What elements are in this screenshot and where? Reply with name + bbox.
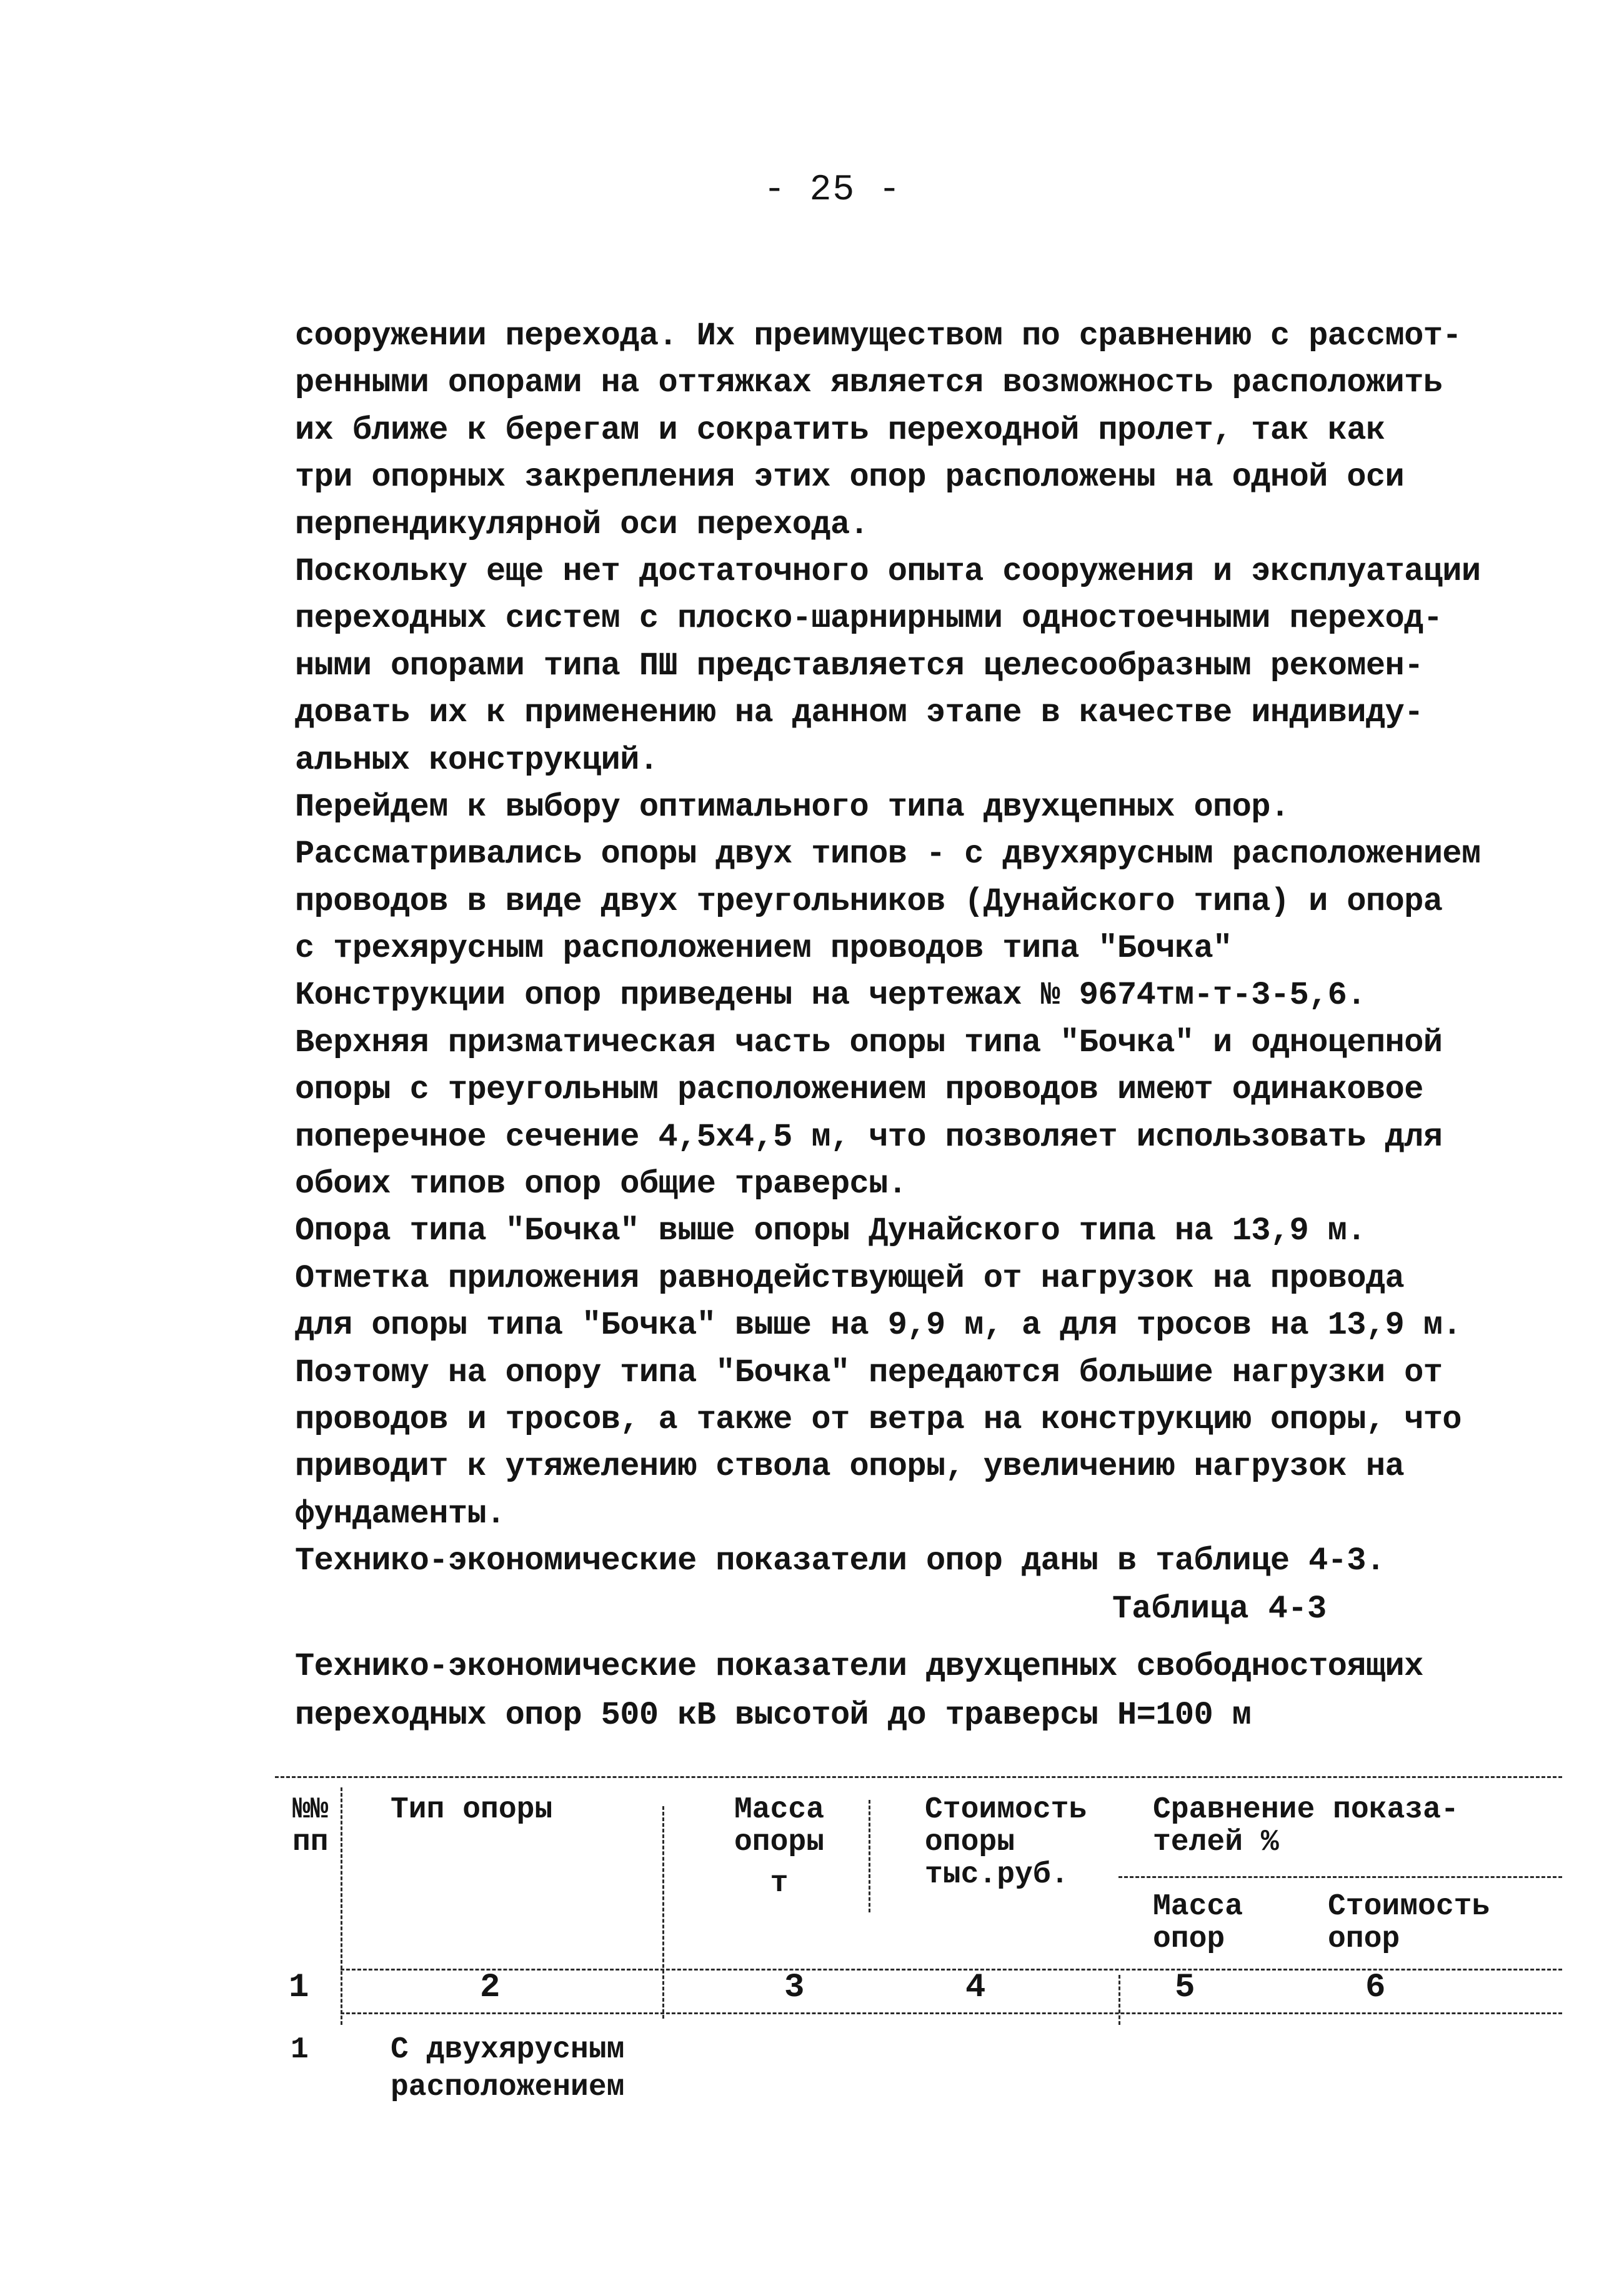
body-line: три опорных закрепления этих опор расположены на одной оси <box>295 459 1405 496</box>
header-cost: Стоимость опоры тыс.руб. <box>925 1793 1087 1892</box>
header-num: №№ пп <box>292 1793 329 1859</box>
body-line: сооружении перехода. Их преимуществом по сравнению с рассмот- <box>295 317 1462 354</box>
header-mass: Масса опоры т <box>734 1793 825 1901</box>
body-line: Верхняя призматическая часть опоры типа "Бочка" и одноцепной <box>295 1024 1443 1061</box>
body-line: обоих типов опор общие траверсы. <box>295 1166 907 1203</box>
header-compare-cost: Стоимость опор <box>1328 1890 1490 1956</box>
body-line: приводит к утяжелению ствола опоры, увеличению нагрузок на <box>295 1448 1405 1486</box>
table-column-divider <box>341 1787 342 2025</box>
table-caption-line: Технико-экономические показатели двухцепных свободностоящих <box>295 1648 1423 1685</box>
body-text <box>295 312 1532 1585</box>
body-line: для опоры типа "Бочка" выше на 9,9 м, а для тросов на 13,9 м. <box>295 1307 1462 1344</box>
body-line: переходных систем с плоско-шарнирными одностоечными переход- <box>295 600 1443 637</box>
table-row-type: С двухярусным расположением <box>391 2033 625 2104</box>
body-line: перпендикулярной оси перехода. <box>295 506 869 543</box>
body-line: ренными опорами на оттяжках является возможность расположить <box>295 364 1443 402</box>
table-label: Таблица 4-3 <box>1112 1591 1327 1627</box>
page-number: - 25 - <box>764 170 902 211</box>
column-number: 3 <box>784 1969 805 2007</box>
table-caption-line: переходных опор 500 кВ высотой до траверсы Н=100 м <box>295 1697 1252 1734</box>
body-line: Конструкции опор приведены на чертежах № 9674тм-т-3-5,6. <box>295 977 1366 1014</box>
header-compare: Сравнение показа- телей % <box>1153 1793 1459 1859</box>
body-line: проводов и тросов, а также от ветра на конструкцию опоры, что <box>295 1401 1462 1438</box>
table-column-divider <box>869 1800 870 1912</box>
table-header-subrule <box>1118 1876 1562 1878</box>
column-number: 4 <box>965 1969 986 2007</box>
body-line: с трехярусным расположением проводов типа "Бочка" <box>295 930 1232 967</box>
body-line: опоры с треугольным расположением проводов имеют одинаковое <box>295 1071 1423 1109</box>
column-number: 1 <box>289 1969 309 2007</box>
header-type: Тип опоры <box>391 1793 553 1827</box>
body-line: довать их к применению на данном этапе в качестве индивиду- <box>295 694 1423 732</box>
body-line: ными опорами типа ПШ представляется целесообразным рекомен- <box>295 647 1423 684</box>
table-column-divider <box>662 1806 664 2019</box>
column-number: 2 <box>480 1969 501 2007</box>
column-number: 6 <box>1365 1969 1386 2007</box>
body-line: Поэтому на опору типа "Бочка" передаются большие нагрузки от <box>295 1354 1443 1391</box>
column-number: 5 <box>1175 1969 1195 2007</box>
body-line: поперечное сечение 4,5х4,5 м, что позволяет использовать для <box>295 1118 1443 1156</box>
body-line: проводов в виде двух треугольников (Дунайского типа) и опора <box>295 882 1443 920</box>
table-caption <box>295 1642 1532 1740</box>
table-row-num: 1 <box>291 2033 309 2067</box>
body-line: Отметка приложения равнодействующей от нагрузок на провода <box>295 1259 1405 1297</box>
table-column-numbers-rule <box>341 2012 1562 2014</box>
body-line: альных конструкций. <box>295 741 659 779</box>
body-line: их ближе к берегам и сократить переходной пролет, так как <box>295 411 1385 449</box>
table-column-divider <box>1118 1975 1120 2025</box>
body-line: Перейдем к выбору оптимального типа двухцепных опор. <box>295 788 1290 826</box>
body-line: Рассматривались опоры двух типов - с двухярусным расположением <box>295 836 1481 873</box>
body-line: Технико-экономические показатели опор даны в таблице 4-3. <box>295 1542 1385 1580</box>
body-line: Опора типа "Бочка" выше опоры Дунайского типа на 13,9 м. <box>295 1212 1366 1250</box>
header-compare-mass: Масса опор <box>1153 1890 1243 1956</box>
body-line: фундаменты. <box>295 1495 506 1532</box>
body-line: Поскольку еще нет достаточного опыта сооружения и эксплуатации <box>295 552 1481 590</box>
table-top-rule <box>275 1776 1562 1778</box>
